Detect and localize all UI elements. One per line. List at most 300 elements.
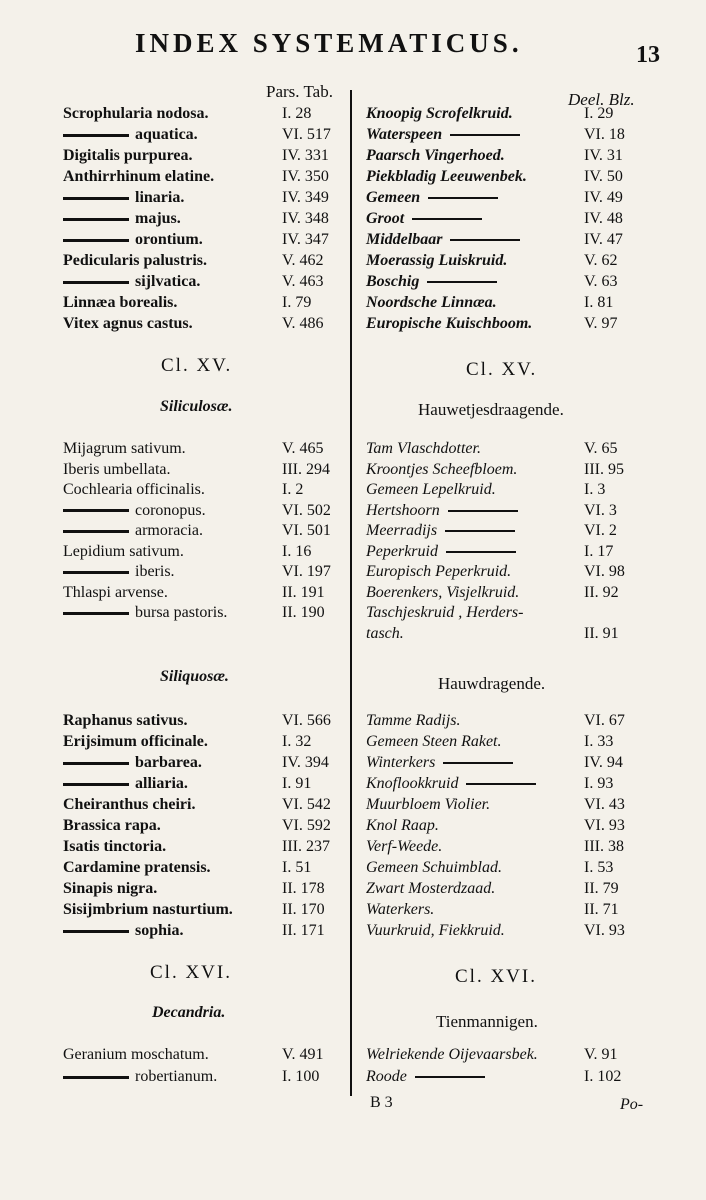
table-number: 100 xyxy=(295,1068,320,1085)
latin-name xyxy=(63,754,202,772)
dutch-name xyxy=(366,733,501,751)
part-table-ref xyxy=(282,440,324,458)
dutch-text: Knoflookkruid xyxy=(366,775,459,792)
index-row xyxy=(0,796,706,816)
latin-text: iberis. xyxy=(135,563,175,580)
part-table-ref xyxy=(282,522,331,540)
table-number: 348 xyxy=(304,210,329,227)
latin-name xyxy=(63,838,166,856)
table-number: 170 xyxy=(300,901,325,918)
deel-blz-ref xyxy=(584,294,613,312)
subclass-dutch-3: Tienmannigen. xyxy=(436,1012,538,1031)
latin-name xyxy=(63,147,193,165)
dutch-text: Tam Vlaschdotter. xyxy=(366,440,481,457)
index-row xyxy=(0,481,706,501)
dutch-text: tasch. xyxy=(366,624,404,642)
latin-text: Iberis umbellata. xyxy=(63,460,171,478)
dutch-text: Peperkruid xyxy=(366,542,438,560)
deel-blz-ref xyxy=(584,189,623,207)
dutch-name xyxy=(366,1068,485,1086)
deel-blz-ref xyxy=(584,440,618,458)
deel-number: II. xyxy=(584,583,599,601)
part-number: VI. xyxy=(282,563,303,580)
ditto-dash xyxy=(63,239,129,242)
latin-text: Sisijmbrium nasturtium. xyxy=(63,901,233,918)
page-ref: 49 xyxy=(606,189,623,206)
part-number: II. xyxy=(282,880,297,897)
latin-text: Pedicularis palustris. xyxy=(63,252,208,269)
latin-text: sophia. xyxy=(135,922,184,939)
deel-blz-ref xyxy=(584,584,619,602)
index-row xyxy=(0,817,706,837)
dutch-name xyxy=(366,712,461,730)
table-number: 486 xyxy=(299,315,324,332)
latin-text: Anthirrhinum elatine. xyxy=(63,168,215,185)
table-number: 171 xyxy=(300,922,325,939)
deel-blz-ref xyxy=(584,126,625,144)
dutch-name xyxy=(366,147,505,165)
table-number: 237 xyxy=(305,838,330,855)
index-row xyxy=(0,754,706,774)
dutch-text: Gemeen xyxy=(366,189,421,206)
dutch-text: Gemeen Steen Raket. xyxy=(366,733,502,750)
dutch-text: Waterspeen xyxy=(366,126,443,143)
index-row xyxy=(0,901,706,921)
page-ref: 18 xyxy=(608,126,625,143)
latin-name xyxy=(63,543,184,561)
part-table-ref xyxy=(282,901,325,919)
ditto-dash xyxy=(428,197,498,199)
latin-text: aquatica. xyxy=(135,126,198,143)
index-row xyxy=(0,252,706,272)
left-column-headers: Pars. Tab. xyxy=(266,82,333,101)
dutch-name xyxy=(366,1046,538,1064)
deel-blz-ref xyxy=(584,775,613,793)
part-number: IV. xyxy=(282,231,301,248)
page-ref: 31 xyxy=(606,147,623,164)
deel-number: I. xyxy=(584,733,594,750)
page-ref: 63 xyxy=(601,273,618,290)
page-ref: 79 xyxy=(602,880,619,897)
table-number: 197 xyxy=(306,563,331,580)
latin-text: Sinapis nigra. xyxy=(63,880,158,897)
deel-number: V. xyxy=(584,273,598,290)
page-ref: 93 xyxy=(608,817,625,834)
latin-text: Geranium moschatum. xyxy=(63,1046,209,1063)
ditto-dash xyxy=(63,509,129,512)
ditto-dash xyxy=(443,762,513,764)
page-ref: 43 xyxy=(608,796,625,813)
dutch-name xyxy=(366,294,497,312)
deel-number: IV. xyxy=(584,231,603,248)
ditto-dash xyxy=(446,551,516,553)
class-heading-right: Cl. XV. xyxy=(466,359,538,380)
dutch-text: Europisch Peperkruid. xyxy=(366,563,512,580)
dutch-name xyxy=(366,817,439,835)
index-row xyxy=(0,922,706,942)
index-row xyxy=(0,126,706,146)
catchword: Po- xyxy=(620,1096,644,1113)
deel-blz-ref xyxy=(584,880,619,898)
part-number: I. xyxy=(282,105,292,122)
deel-number: VI. xyxy=(584,796,605,813)
deel-blz-ref xyxy=(584,147,623,165)
part-number: II. xyxy=(282,604,297,621)
latin-text: barbarea. xyxy=(135,754,202,771)
deel-number: VI. xyxy=(584,712,605,729)
page-ref: 17 xyxy=(597,542,614,560)
page-ref: 91 xyxy=(601,1046,618,1063)
dutch-text: Middelbaar xyxy=(366,231,443,248)
page-ref: 93 xyxy=(597,775,614,792)
dutch-name xyxy=(366,481,496,499)
page-ref: 97 xyxy=(601,315,618,332)
page-ref: 3 xyxy=(597,481,606,498)
part-number: V. xyxy=(282,252,296,269)
index-row xyxy=(0,105,706,125)
part-number: VI. xyxy=(282,817,303,834)
index-row xyxy=(0,1068,706,1088)
dutch-name xyxy=(366,252,507,270)
deel-blz-ref xyxy=(584,210,623,228)
latin-text: Digitalis purpurea. xyxy=(63,147,193,164)
page-ref: 98 xyxy=(608,563,625,580)
table-number: 190 xyxy=(300,604,325,621)
part-number: I. xyxy=(282,1068,292,1085)
part-number: VI. xyxy=(282,522,303,539)
index-row xyxy=(0,294,706,314)
dutch-text: Meerradijs xyxy=(366,522,438,539)
latin-name xyxy=(63,294,177,312)
index-row xyxy=(0,733,706,753)
latin-name xyxy=(63,502,206,520)
dutch-text: Knol Raap. xyxy=(366,817,439,834)
subclass-latin-3: Decandria. xyxy=(152,1004,226,1021)
subclass-dutch-2: Hauwdragende. xyxy=(438,674,546,693)
dutch-text: Piekbladig Leeuwenbek. xyxy=(366,168,527,185)
subclass-dutch: Hauwetjesdraagende. xyxy=(418,400,564,419)
dutch-text: Tamme Radijs. xyxy=(366,712,461,729)
dutch-name xyxy=(366,859,502,877)
dutch-text: Roode xyxy=(366,1068,407,1085)
part-table-ref xyxy=(282,168,329,186)
dutch-text: Kroontjes Scheefbloem. xyxy=(366,460,518,478)
part-number: IV. xyxy=(282,189,301,206)
index-row xyxy=(0,625,706,645)
part-table-ref xyxy=(282,604,325,622)
latin-text: alliaria. xyxy=(135,775,188,792)
ditto-dash xyxy=(63,762,129,765)
ditto-dash xyxy=(445,530,515,532)
deel-blz-ref xyxy=(584,231,623,249)
dutch-name xyxy=(366,754,513,772)
part-table-ref xyxy=(282,126,331,144)
class-heading-right-2: Cl. XVI. xyxy=(455,966,537,987)
deel-number: I. xyxy=(584,542,594,560)
page-ref: 65 xyxy=(601,440,618,457)
deel-number: VI. xyxy=(584,522,605,539)
index-row xyxy=(0,838,706,858)
table-number: 28 xyxy=(295,105,312,122)
latin-text: majus. xyxy=(135,210,181,227)
page-number: 13 xyxy=(636,42,660,68)
deel-number: I. xyxy=(584,294,594,311)
latin-name xyxy=(63,273,200,291)
deel-blz-ref xyxy=(584,502,617,520)
dutch-text: Boerenkers, Visjelkruid. xyxy=(366,583,520,601)
latin-text: robertianum. xyxy=(135,1068,218,1085)
page-ref: 91 xyxy=(602,624,619,642)
table-number: 32 xyxy=(295,733,312,750)
index-row xyxy=(0,461,706,481)
dutch-text: Groot xyxy=(366,210,405,227)
part-number: IV. xyxy=(282,210,301,227)
dutch-name xyxy=(366,440,481,458)
dutch-name xyxy=(366,231,520,249)
deel-number: IV. xyxy=(584,147,603,164)
page-ref: 92 xyxy=(602,583,619,601)
part-number: I. xyxy=(282,733,292,750)
table-number: 16 xyxy=(295,542,312,560)
part-table-ref xyxy=(282,481,303,499)
index-row xyxy=(0,231,706,251)
table-number: 592 xyxy=(306,817,331,834)
latin-name xyxy=(63,712,188,730)
table-number: 502 xyxy=(306,501,331,519)
deel-number: IV. xyxy=(584,168,603,185)
latin-text: Brassica rapa. xyxy=(63,817,161,834)
dutch-text: Europische Kuischboom. xyxy=(366,315,533,332)
ditto-dash xyxy=(466,783,536,785)
deel-number: I. xyxy=(584,481,594,498)
part-table-ref xyxy=(282,838,330,856)
latin-name xyxy=(63,584,168,602)
deel-number: II. xyxy=(584,624,599,642)
table-number: 331 xyxy=(304,147,329,164)
dutch-name xyxy=(366,880,495,898)
part-table-ref xyxy=(282,859,311,877)
dutch-text: Boschig xyxy=(366,273,420,290)
latin-name xyxy=(63,796,195,814)
deel-number: I. xyxy=(584,105,594,122)
dutch-text: Hertshoorn xyxy=(366,501,440,519)
part-table-ref xyxy=(282,1068,319,1086)
index-row xyxy=(0,1046,706,1066)
dutch-text: Muurbloem Violier. xyxy=(366,796,491,813)
page-ref: 67 xyxy=(608,712,625,729)
part-number: I. xyxy=(282,481,292,498)
dutch-name xyxy=(366,775,536,793)
ditto-dash xyxy=(450,239,520,241)
latin-text: sijlvatica. xyxy=(135,273,201,290)
part-table-ref xyxy=(282,273,324,291)
latin-name xyxy=(63,315,193,333)
ditto-dash xyxy=(63,281,129,284)
ditto-dash xyxy=(63,134,129,137)
dutch-name xyxy=(366,168,527,186)
part-table-ref xyxy=(282,796,331,814)
latin-name xyxy=(63,733,208,751)
table-number: 51 xyxy=(295,859,312,876)
deel-number: V. xyxy=(584,252,598,269)
latin-name xyxy=(63,189,184,207)
part-table-ref xyxy=(282,502,331,520)
part-number: II. xyxy=(282,901,297,918)
index-row xyxy=(0,584,706,604)
latin-text: Raphanus sativus. xyxy=(63,712,188,729)
index-row xyxy=(0,168,706,188)
latin-name xyxy=(63,168,214,186)
latin-text: Vitex agnus castus. xyxy=(63,315,193,332)
index-row xyxy=(0,502,706,522)
latin-text: Cheiranthus cheiri. xyxy=(63,796,196,813)
ditto-dash xyxy=(412,218,482,220)
index-row xyxy=(0,775,706,795)
latin-name xyxy=(63,461,171,479)
deel-blz-ref xyxy=(584,1068,621,1086)
latin-name xyxy=(63,775,188,793)
deel-number: IV. xyxy=(584,754,603,771)
part-number: V. xyxy=(282,440,296,457)
part-table-ref xyxy=(282,922,325,940)
part-table-ref xyxy=(282,252,324,270)
part-table-ref xyxy=(282,1046,324,1064)
deel-blz-ref xyxy=(584,796,625,814)
dutch-text: Noordsche Linnæa. xyxy=(366,294,497,311)
dutch-name xyxy=(366,105,513,123)
dutch-text: Taschjeskruid , Herders- xyxy=(366,604,524,621)
dutch-text: Gemeen Schuimblad. xyxy=(366,859,502,876)
dutch-name xyxy=(366,796,490,814)
table-number: 191 xyxy=(300,583,325,601)
latin-text: linaria. xyxy=(135,189,185,206)
page-ref: 48 xyxy=(606,210,623,227)
index-row xyxy=(0,859,706,879)
deel-blz-ref xyxy=(584,168,623,186)
ditto-dash xyxy=(63,783,129,786)
latin-name xyxy=(63,922,183,940)
latin-name xyxy=(63,880,157,898)
latin-text: Scrophularia nodosa. xyxy=(63,105,209,122)
dutch-name xyxy=(366,522,515,540)
part-number: IV. xyxy=(282,168,301,185)
part-number: VI. xyxy=(282,796,303,813)
dutch-name xyxy=(366,563,511,581)
page-ref: 29 xyxy=(597,105,614,122)
dutch-text: Paarsch Vingerhoed. xyxy=(366,147,505,164)
dutch-text: Winterkers xyxy=(366,754,436,771)
dutch-text: Moerassig Luiskruid. xyxy=(366,252,508,269)
latin-text: Isatis tinctoria. xyxy=(63,838,167,855)
page-ref: 71 xyxy=(602,901,619,918)
latin-name xyxy=(63,604,227,622)
latin-name xyxy=(63,481,205,499)
part-table-ref xyxy=(282,712,331,730)
part-table-ref xyxy=(282,880,325,898)
deel-number: II. xyxy=(584,901,599,918)
deel-number: V. xyxy=(584,1046,598,1063)
latin-name xyxy=(63,252,207,270)
latin-text: Linnæa borealis. xyxy=(63,294,178,311)
part-table-ref xyxy=(282,231,329,249)
index-row xyxy=(0,273,706,293)
deel-blz-ref xyxy=(584,522,617,540)
latin-text: Thlaspi arvense. xyxy=(63,583,168,601)
deel-blz-ref xyxy=(584,315,618,333)
page-ref: 62 xyxy=(601,252,618,269)
deel-blz-ref xyxy=(584,273,618,291)
latin-name xyxy=(63,859,211,877)
part-table-ref xyxy=(282,105,311,123)
ditto-dash xyxy=(63,530,129,533)
ditto-dash xyxy=(63,930,129,933)
table-number: 462 xyxy=(299,252,324,269)
part-number: IV. xyxy=(282,754,301,771)
deel-number: V. xyxy=(584,440,598,457)
page-ref: 38 xyxy=(607,838,624,855)
deel-blz-ref xyxy=(584,481,605,499)
table-number: 91 xyxy=(295,775,312,792)
part-number: I. xyxy=(282,859,292,876)
index-row xyxy=(0,315,706,335)
part-table-ref xyxy=(282,461,330,479)
index-row xyxy=(0,189,706,209)
subclass-latin: Siliculosæ. xyxy=(160,398,233,415)
class-heading-left: Cl. XV. xyxy=(161,355,233,376)
ditto-dash xyxy=(63,571,129,574)
index-row xyxy=(0,712,706,732)
ditto-dash xyxy=(427,281,497,283)
table-number: 542 xyxy=(306,796,331,813)
index-row xyxy=(0,604,706,624)
part-number: IV. xyxy=(282,147,301,164)
part-table-ref xyxy=(282,147,329,165)
latin-name xyxy=(63,231,203,249)
index-row xyxy=(0,522,706,542)
table-number: 2 xyxy=(295,481,304,498)
page-ref: 50 xyxy=(606,168,623,185)
deel-number: I. xyxy=(584,775,594,792)
table-number: 463 xyxy=(299,273,324,290)
page-ref: 47 xyxy=(606,231,623,248)
latin-text: Erijsimum officinale. xyxy=(63,733,208,750)
part-table-ref xyxy=(282,210,329,228)
deel-blz-ref xyxy=(584,105,613,123)
latin-name xyxy=(63,522,203,540)
part-number: I. xyxy=(282,294,292,311)
page-ref: 93 xyxy=(608,922,625,939)
dutch-name xyxy=(366,210,482,228)
index-row xyxy=(0,210,706,230)
deel-number: III. xyxy=(584,460,604,478)
page-ref: 102 xyxy=(597,1068,622,1085)
ditto-dash xyxy=(415,1076,485,1078)
table-number: 394 xyxy=(304,754,329,771)
deel-blz-ref xyxy=(584,733,613,751)
deel-blz-ref xyxy=(584,838,624,856)
page-ref: 95 xyxy=(607,460,624,478)
table-number: 566 xyxy=(306,712,331,729)
dutch-name xyxy=(366,502,518,520)
deel-number: VI. xyxy=(584,817,605,834)
page-ref: 53 xyxy=(597,859,614,876)
dutch-text: Zwart Mosterdzaad. xyxy=(366,880,496,897)
dutch-name xyxy=(366,922,505,940)
deel-blz-ref xyxy=(584,901,619,919)
table-number: 79 xyxy=(295,294,312,311)
dutch-name xyxy=(366,315,532,333)
dutch-name xyxy=(366,838,442,856)
